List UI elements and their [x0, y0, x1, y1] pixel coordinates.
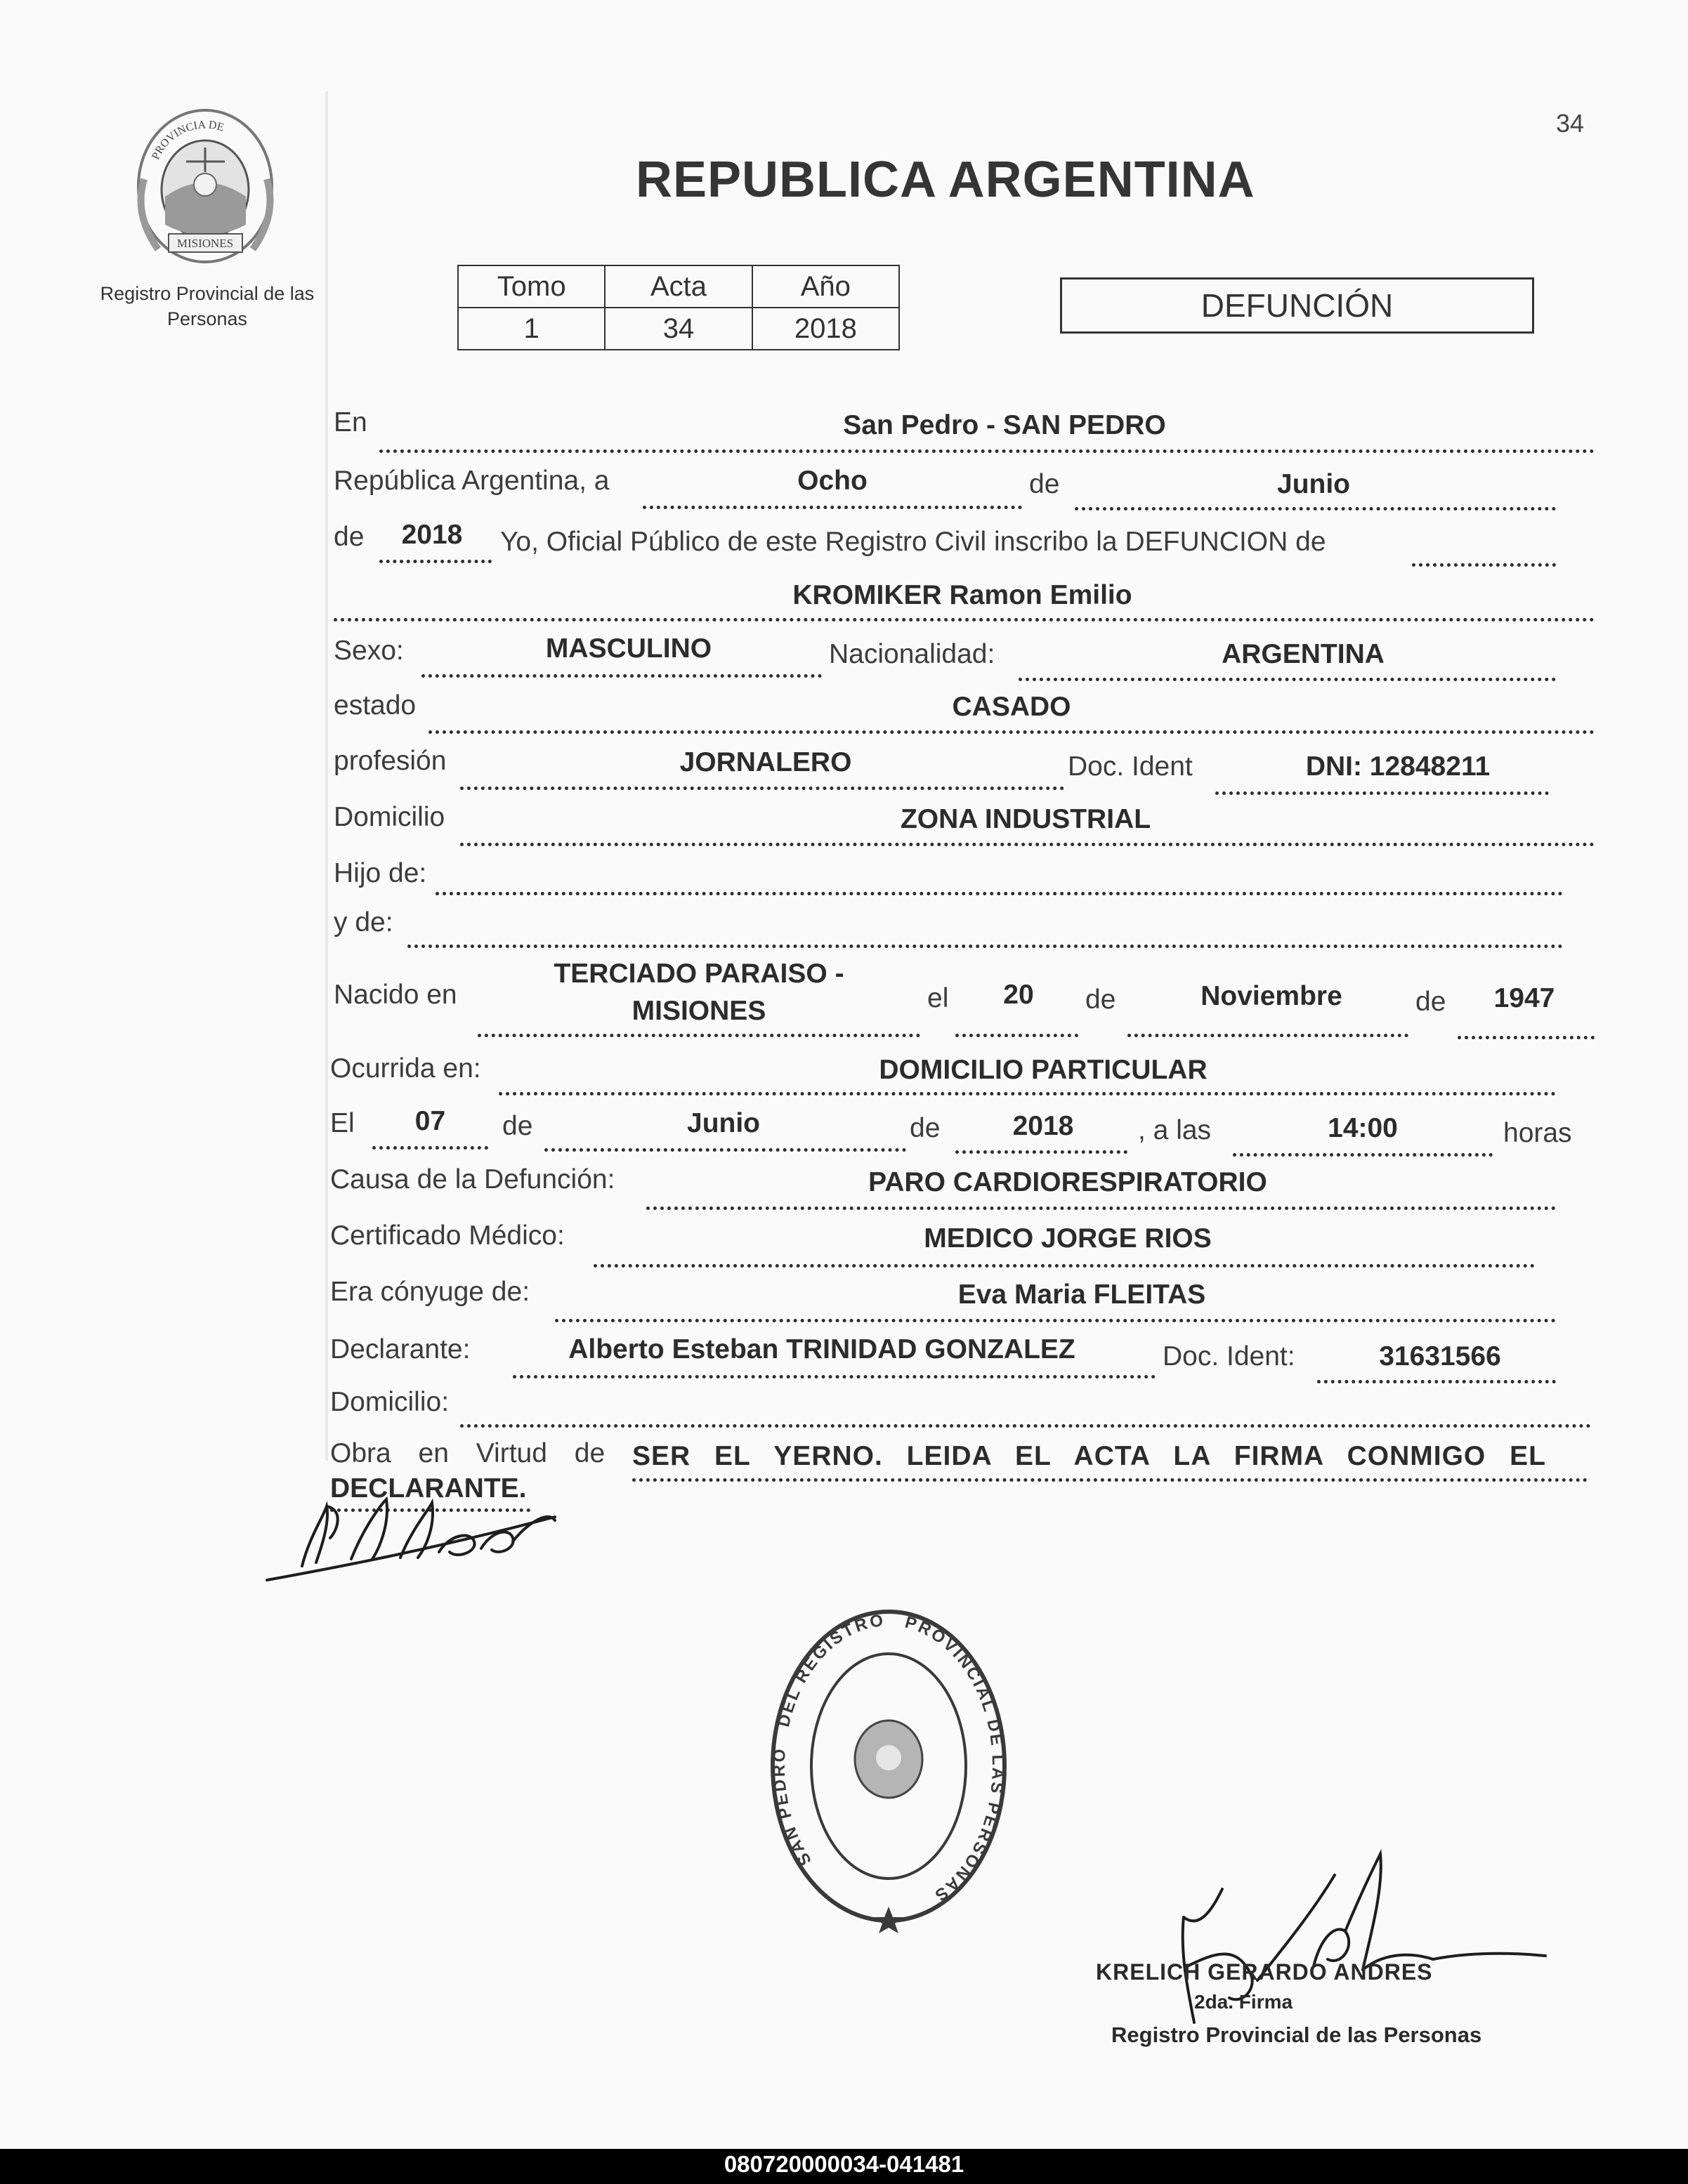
label-a-las: , a las [1138, 1115, 1212, 1145]
value-reg-day: Ocho [797, 466, 868, 496]
dotted-line [460, 843, 1595, 846]
value-marital-status: CASADO [952, 692, 1071, 722]
value-birth-place-line1: TERCIADO PARAISO - [554, 959, 844, 989]
value-place: San Pedro - SAN PEDRO [843, 410, 1166, 440]
official-registry: Registro Provincial de las Personas [1111, 2022, 1482, 2047]
value-death-day: 07 [414, 1106, 446, 1136]
value-deceased-name: KROMIKER Ramon Emilio [792, 580, 1132, 610]
dotted-line [646, 1206, 1556, 1210]
value-birth-year: 1947 [1493, 983, 1555, 1013]
registry-name: Registro Provincial de las Personas [100, 283, 315, 329]
label-horas: horas [1503, 1118, 1572, 1148]
declarant-signature [260, 1482, 569, 1587]
dotted-line [428, 730, 1595, 734]
value-reg-month: Junio [1277, 469, 1350, 499]
dotted-line [478, 1034, 920, 1037]
dotted-line [460, 787, 1064, 790]
dotted-line [1075, 507, 1556, 511]
dotted-line [1233, 1153, 1493, 1157]
label-estado: estado [334, 690, 417, 721]
table-value-anio: 2018 [752, 308, 899, 350]
value-death-place: DOMICILIO PARTICULAR [879, 1055, 1208, 1085]
label-conyuge: Era cónyuge de: [330, 1277, 530, 1307]
value-birth-month: Noviembre [1200, 981, 1342, 1011]
value-profession: JORNALERO [679, 747, 852, 777]
dotted-line [594, 1264, 1535, 1268]
value-declarant: Alberto Esteban TRINIDAD GONZALEZ [568, 1334, 1075, 1364]
label-de: de [334, 522, 365, 552]
table-value-acta: 34 [605, 308, 752, 350]
label-doc-ident-declarant: Doc. Ident: [1163, 1341, 1295, 1371]
dotted-line [955, 1034, 1078, 1037]
dotted-line [1317, 1380, 1556, 1383]
value-cause: PARO CARDIORESPIRATORIO [868, 1167, 1267, 1197]
label-yo-oficial: Yo, Oficial Público de este Registro Civil inscribo la DEFUNCION de [500, 527, 1326, 557]
label-sexo: Sexo: [334, 636, 404, 666]
value-nationality: ARGENTINA [1222, 639, 1385, 669]
label-ocurrida-en: Ocurrida en: [330, 1053, 481, 1084]
dotted-line [1127, 1034, 1408, 1037]
label-nacido-en: Nacido en [334, 980, 457, 1010]
label-de: de [1085, 985, 1116, 1015]
value-death-year: 2018 [1012, 1111, 1074, 1141]
label-nacionalidad: Nacionalidad: [829, 639, 995, 669]
dotted-line [379, 449, 1595, 453]
dotted-line [1412, 563, 1556, 567]
value-doc-id: DNI: 12848211 [1305, 751, 1491, 782]
dotted-line [436, 892, 1563, 895]
dotted-line [1019, 678, 1556, 681]
value-death-month: Junio [687, 1108, 760, 1138]
table-value-tomo: 1 [458, 308, 605, 350]
value-reg-year: 2018 [401, 520, 463, 550]
dotted-line [499, 1092, 1556, 1096]
dotted-line [1215, 791, 1549, 795]
dotted-line [334, 618, 1595, 621]
value-virtue-line1: SER EL YERNO. LEIDA EL ACTA LA FIRMA CONMIGO EL [632, 1441, 1546, 1471]
label-de: de [910, 1113, 941, 1143]
dotted-line [1458, 1036, 1595, 1039]
label-doc-ident: Doc. Ident [1068, 751, 1193, 782]
provincial-seal [130, 102, 281, 267]
registry-table [457, 265, 900, 350]
label-declarante: Declarante: [330, 1334, 471, 1364]
label-domicilio: Domicilio [334, 802, 445, 832]
label-causa: Causa de la Defunción: [330, 1164, 615, 1195]
paper-fold [325, 91, 328, 1461]
svg-text:SAN PEDRO [770, 1746, 816, 1869]
label-republica: República Argentina, a [334, 466, 610, 496]
stamp-ring-text-left: DEL REGISTRO [773, 1610, 886, 1729]
dotted-line [407, 945, 1563, 948]
official-signature [1103, 1847, 1552, 2030]
label-y-de: y de: [334, 907, 393, 938]
dotted-line [460, 1424, 1591, 1428]
official-stamp [762, 1605, 1015, 1935]
seal-text-bottom: MISIONES [176, 237, 234, 250]
dotted-line [643, 506, 1022, 509]
footer-code: 080720000034-041481 [724, 2151, 964, 2177]
dotted-line [372, 1146, 488, 1150]
label-en: En [334, 407, 367, 438]
svg-text:DEL REGISTRO [774, 1611, 886, 1729]
label-domicilio-declarant: Domicilio: [330, 1387, 450, 1417]
dotted-line [955, 1150, 1127, 1154]
table-header-tomo: Tomo [458, 265, 605, 308]
value-sex: MASCULINO [545, 633, 712, 664]
label-de: de [1029, 469, 1060, 499]
value-declarant-doc: 31631566 [1379, 1341, 1501, 1371]
dotted-line [555, 1319, 1556, 1322]
value-virtue-line2: DECLARANTE. [330, 1473, 527, 1504]
page-number: 34 [1556, 109, 1585, 138]
dotted-line [513, 1375, 1156, 1379]
stamp-ring-text: PROVINCIAL DE LAS PERSONAS [903, 1612, 1008, 1906]
table-header-acta: Acta [605, 265, 752, 308]
dotted-line [379, 560, 492, 563]
label-obra: Obra en Virtud de [330, 1438, 606, 1468]
value-death-time: 14:00 [1328, 1113, 1398, 1143]
value-certificate: MEDICO JORGE RIOS [924, 1223, 1212, 1254]
label-de: de [502, 1111, 533, 1141]
label-el-cap: El [330, 1108, 355, 1138]
dotted-line [544, 1148, 906, 1152]
label-profesion: profesión [334, 746, 447, 776]
value-birth-place-line2: MISIONES [632, 996, 766, 1026]
page-title: REPUBLICA ARGENTINA [636, 152, 1255, 208]
label-el: el [927, 983, 949, 1013]
label-certificado: Certificado Médico: [330, 1221, 565, 1251]
dotted-line [421, 674, 822, 678]
seal-text-top: PROVINCIA DE [150, 119, 225, 162]
table-header-anio: Año [752, 265, 899, 308]
stamp-ring-text-bottom: SAN PEDRO [769, 1746, 816, 1869]
label-hijo-de: Hijo de: [334, 858, 427, 888]
document-type-box: DEFUNCIÓN [1060, 277, 1534, 334]
dotted-line [632, 1478, 1588, 1482]
value-address: ZONA INDUSTRIAL [900, 804, 1151, 834]
label-de: de [1415, 987, 1446, 1017]
official-role: 2da. Firma [1194, 1991, 1293, 2013]
official-name: KRELICH GERARDO ANDRES [1096, 1959, 1433, 1985]
value-spouse: Eva Maria FLEITAS [957, 1280, 1206, 1310]
value-birth-day: 20 [1003, 980, 1034, 1010]
